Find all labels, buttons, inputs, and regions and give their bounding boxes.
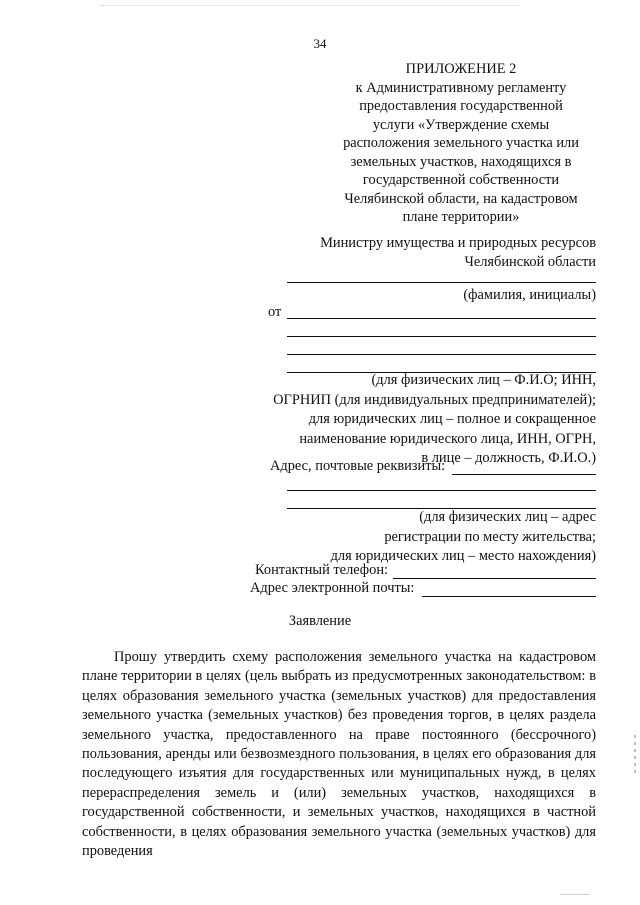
address-hint: [280, 508, 596, 567]
applicant-hint-line: наименование юридического лица, ИНН, ОГРН,: [299, 430, 596, 447]
appendix-header: [330, 60, 592, 227]
address-label: Адрес, почтовые реквизиты:: [270, 458, 446, 474]
applicant-hint: [230, 371, 596, 469]
name-field-line[interactable]: [287, 282, 596, 283]
from-field-line[interactable]: [287, 354, 596, 355]
applicant-hint-line: ОГРНИП (для индивидуальных предпринимателей);: [273, 391, 596, 408]
applicant-hint-line: для юридических лиц – полное и сокращенное: [308, 411, 596, 427]
email-label: Адрес электронной почты:: [250, 580, 415, 596]
address-hint-line: регистрации по месту жительства;: [384, 528, 596, 545]
appendix-line: услуги «Утверждение схемы: [372, 116, 550, 133]
appendix-line: предоставления государственной: [359, 98, 563, 114]
from-field-line[interactable]: [287, 336, 596, 337]
address-hint-line: для юридических лиц – место нахождения): [330, 548, 596, 564]
recipient-line: Челябинской области: [464, 254, 596, 270]
phone-field-line[interactable]: [393, 578, 596, 579]
from-label: от: [268, 304, 282, 320]
appendix-line: государственной собственности: [362, 172, 560, 188]
address-field-line[interactable]: [452, 474, 596, 475]
appendix-line: земельных участков, находящихся в: [350, 153, 572, 170]
page-number: 34: [313, 36, 327, 51]
name-hint: (фамилия, инициалы): [463, 287, 596, 303]
recipient-line: Министру имущества и природных ресурсов: [320, 235, 596, 251]
scan-artifact-right: [634, 735, 636, 775]
appendix-line: Челябинской области, на кадастровом: [344, 190, 578, 207]
statement-body: Прошу утвердить схему расположения земельного участка на кадастровом плане территории в целях (цель выбрать из предусмотренных законодательством: в целях образования земельного участка (земельных участков) для предоставления земельного участка (земельных участков) без проведения торгов, в целях раздела земельного участка, предоставленного на праве постоянного (бессрочного) пользования, аренды или безвозмездного пользования, в целях его образования для последующего изъятия для государственных или муниципальных нужд, в целях перераспределения земель и (или) земельных участков, находящихся в государственной собственности, и земельных участков, находящихся в частной собственности, в целях образования земельного участка (земельных участков) для проведения: [82, 649, 596, 860]
appendix-line: плане территории»: [402, 209, 520, 225]
email-field-line[interactable]: [422, 596, 596, 597]
recipient-block: [270, 234, 596, 272]
appendix-line: расположения земельного участка или: [343, 135, 579, 151]
appendix-title: ПРИЛОЖЕНИЕ 2: [405, 61, 517, 77]
scan-artifact-bottom: [560, 894, 590, 895]
address-field-line[interactable]: [287, 490, 596, 491]
statement-title: Заявление: [288, 613, 352, 629]
applicant-hint-line: (для физических лиц – Ф.И.О; ИНН,: [371, 372, 596, 388]
from-field-line[interactable]: [287, 318, 596, 319]
address-hint-line: (для физических лиц – адрес: [419, 509, 596, 525]
applicant-hint-line: в лице – должность, Ф.И.О.): [421, 450, 596, 466]
phone-label: Контактный телефон:: [255, 562, 389, 578]
scan-artifact-top: [100, 5, 520, 6]
appendix-line: к Административному регламенту: [355, 79, 567, 96]
